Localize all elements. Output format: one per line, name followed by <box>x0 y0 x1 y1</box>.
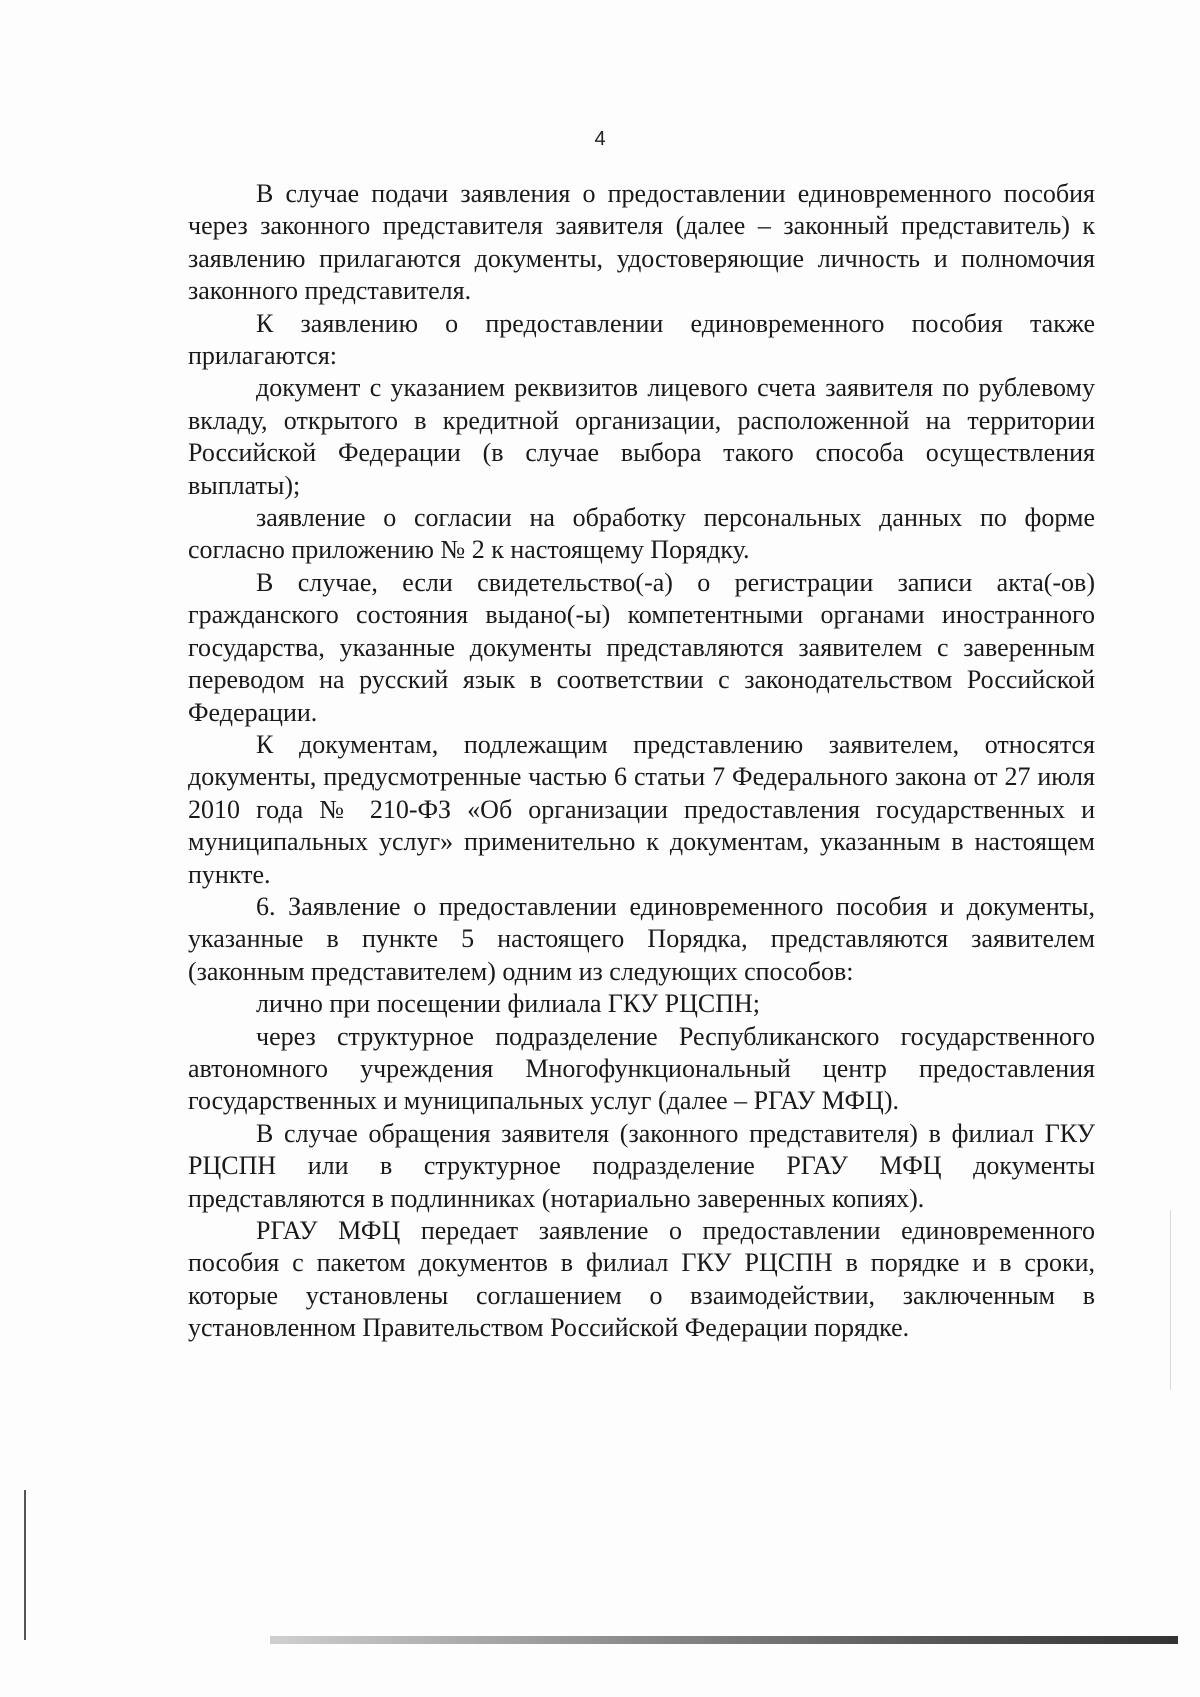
paragraph-via-mfc: через структурное подразделение Республиканского государственного автономного учреждения Многофункциональный центр предоставления государственных и муниципальных услуг (далее – РГАУ МФЦ). <box>188 1021 1095 1116</box>
paragraph-in-person: лично при посещении филиала ГКУ РЦСПН; <box>256 989 761 1019</box>
paragraph-originals: В случае обращения заявителя (законного представителя) в филиал ГКУ РЦСПН или в структурное подразделение РГАУ МФЦ документы представляются в подлинниках (нотариально заверенных копиях). <box>188 1118 1095 1213</box>
paragraph-item-6: 6. Заявление о предоставлении единовременного пособия и документы, указанные в пункте 5 настоящего Порядка, представляются заявителем (законным представителем) одним из следующих способов: <box>188 891 1095 986</box>
scan-bottom-edge-bar <box>270 1636 1178 1644</box>
paragraph-legal-representative: В случае подачи заявления о предоставлении единовременного пособия через законного представителя заявителя (далее – законный представитель) к заявлению прилагаются документы, удостоверяющие личность и полномочия законного представителя. <box>188 179 1095 306</box>
scan-right-edge-mark <box>1170 1210 1171 1390</box>
paragraph-personal-data-consent: заявление о согласии на обработку персональных данных по форме согласно приложению № 2 к настоящему Порядку. <box>188 503 1095 565</box>
paragraph-mfc-transfer: РГАУ МФЦ передает заявление о предоставлении единовременного пособия с пакетом документов в филиал ГКУ РЦСПН в порядке и в сроки, которые установлены соглашением о взаимодействии, заключенным в установленном Правительством Российской Федерации порядке. <box>188 1216 1095 1343</box>
paragraph-federal-law-documents: К документам, подлежащим представлению заявителем, относятся документы, предусмотренные частью 6 статьи 7 Федерального закона от 27 июля 2010 года № 210-ФЗ «Об организации предоставления государственных и муниципальных услуг» применительно к документам, указанным в настоящем пункте. <box>188 729 1095 889</box>
paragraph-account-document: документ с указанием реквизитов лицевого счета заявителя по рублевому вкладу, открытого в кредитной организации, расположенной на территории Российской Федерации (в случае выбора такого способа осуществления выплаты); <box>188 373 1095 500</box>
paragraph-foreign-certificates: В случае, если свидетельство(-а) о регистрации записи акта(-ов) гражданского состояния выдано(-ы) компетентными органами иностранного государства, указанные документы представляются заявителем с заверенным переводом на русский язык в соответствии с законодательством Российской Федерации. <box>188 567 1095 727</box>
document-body <box>188 178 1095 1345</box>
scan-left-edge-mark <box>24 1490 26 1640</box>
paragraph-also-attached: К заявлению о предоставлении единовременного пособия также прилагаются: <box>188 308 1095 371</box>
page-number: 4 <box>594 128 606 150</box>
